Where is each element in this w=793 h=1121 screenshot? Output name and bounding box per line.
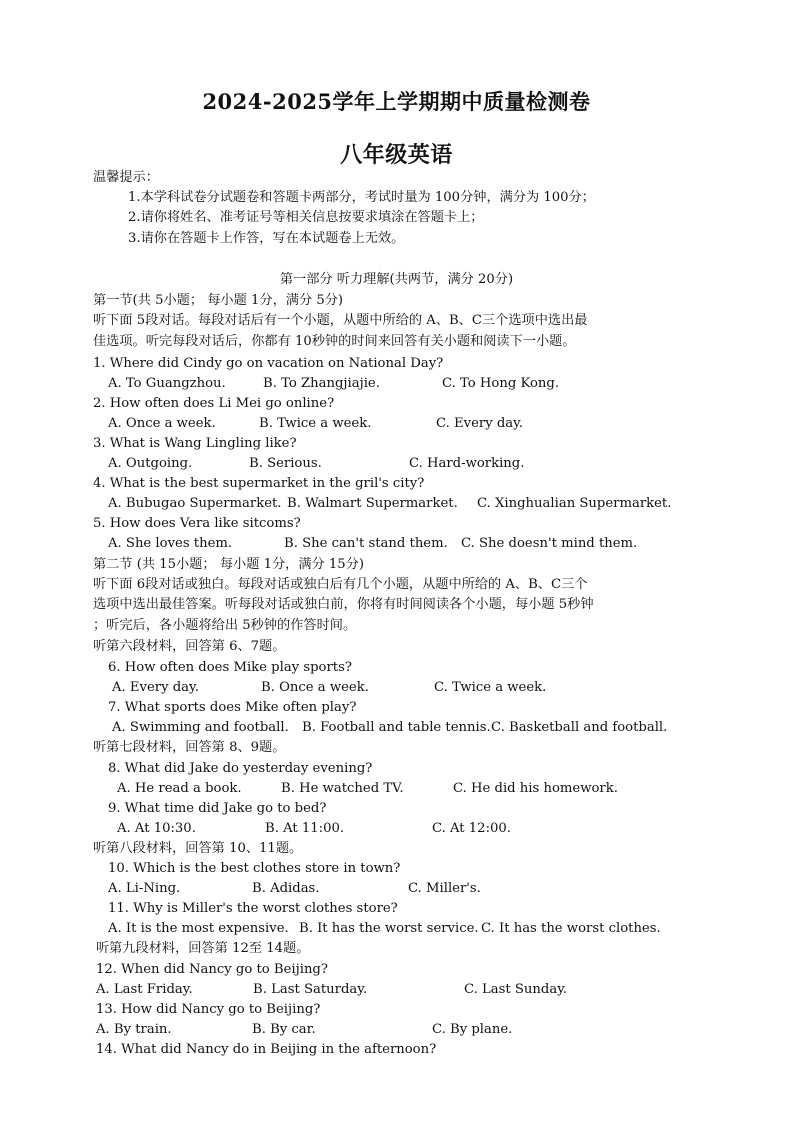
question-text: 1. Where did Cindy go on vacation on National Day? <box>93 356 444 371</box>
option-a: A. To Guangzhou. <box>108 376 226 391</box>
question-text: 7. What sports does Mike often play? <box>108 700 357 715</box>
option-b: B. She can't stand them. <box>284 536 448 551</box>
material-heading: 听第七段材料，回答第 8、9题。 <box>93 740 286 755</box>
question-text: 6. How often does Mike play sports? <box>108 660 352 675</box>
question-text: 4. What is the best supermarket in the gril's city? <box>93 476 425 491</box>
tip-3: 3.请你在答题卡上作答，写在本试题卷上无效。 <box>128 231 405 246</box>
material-heading: 听第六段材料，回答第 6、7题。 <box>93 639 286 654</box>
option-a: A. Li-Ning. <box>108 881 181 896</box>
page-subtitle: 八年级英语 <box>340 142 453 168</box>
question-text: 13. How did Nancy go to Beijing? <box>96 1002 321 1017</box>
option-a: A. Every day. <box>112 680 199 695</box>
option-a: A. At 10:30. <box>117 821 196 836</box>
option-a: A. By train. <box>96 1022 172 1037</box>
option-c: C. By plane. <box>432 1022 513 1037</box>
option-b: B. To Zhangjiajie. <box>263 376 380 391</box>
option-b: B. Adidas. <box>252 881 320 896</box>
option-b: B. He watched TV. <box>281 781 404 796</box>
material-heading: 听第八段材料，回答第 10、11题。 <box>93 841 303 856</box>
option-c: C. Xinghualian Supermarket. <box>477 496 672 511</box>
option-a: A. Bubugao Supermarket. <box>108 496 282 511</box>
option-c: C. Last Sunday. <box>464 982 568 997</box>
option-a: A. Outgoing. <box>108 456 193 471</box>
question-text: 9. What time did Jake go to bed? <box>108 801 327 816</box>
section-2-heading: 第二节 (共 15小题； 每小题 1分，满分 15分) <box>93 557 365 572</box>
option-b: B. Twice a week. <box>259 416 372 431</box>
option-a: A. He read a book. <box>117 781 242 796</box>
option-c: C. Hard-working. <box>409 456 525 471</box>
question-text: 11. Why is Miller's the worst clothes store? <box>108 901 398 916</box>
section-2-instruction: ；听完后，各小题将给出 5秒钟的作答时间。 <box>93 618 357 633</box>
option-b: B. Last Saturday. <box>253 982 368 997</box>
section-2-instruction: 听下面 6段对话或独白。每段对话或独白后有几个小题，从题中所给的 A、B、C三个 <box>93 577 588 592</box>
tips-heading: 温馨提示： <box>93 170 159 185</box>
option-b: B. Walmart Supermarket. <box>287 496 458 511</box>
page-title: 2024-2025学年上学期期中质量检测卷 <box>202 89 591 114</box>
option-c: C. He did his homework. <box>453 781 618 796</box>
option-c: C. It has the worst clothes. <box>481 921 661 936</box>
part-heading: 第一部分 听力理解(共两节，满分 20分) <box>279 272 514 287</box>
option-b: B. Once a week. <box>261 680 369 695</box>
option-b: B. At 11:00. <box>265 821 345 836</box>
option-b: B. Serious. <box>249 456 322 471</box>
option-c: C. Miller's. <box>408 881 481 896</box>
question-text: 10. Which is the best clothes store in town? <box>108 861 401 876</box>
option-c: C. To Hong Kong. <box>442 376 560 391</box>
option-c: C. Basketball and football. <box>491 720 668 735</box>
option-b: B. By car. <box>252 1022 316 1037</box>
option-a: A. It is the most expensive. <box>108 921 289 936</box>
option-c: C. At 12:00. <box>432 821 511 836</box>
option-c: C. Twice a week. <box>434 680 547 695</box>
option-a: A. Swimming and football. <box>112 720 289 735</box>
option-b: B. It has the worst service. <box>299 921 479 936</box>
section-1-instruction: 听下面 5段对话。每段对话后有一个小题，从题中所给的 A、B、C三个选项中选出最 <box>93 313 588 328</box>
question-text: 14. What did Nancy do in Beijing in the afternoon? <box>96 1042 437 1057</box>
option-b: B. Football and table tennis. <box>302 720 491 735</box>
section-1-instruction: 佳选项。听完每段对话后，你都有 10秒钟的时间来回答有关小题和阅读下一小题。 <box>93 334 576 349</box>
section-2-instruction: 选项中选出最佳答案。听每段对话或独白前，你将有时间阅读各个小题，每小题 5秒钟 <box>93 597 594 612</box>
option-a: A. Last Friday. <box>96 982 193 997</box>
question-text: 3. What is Wang Lingling like? <box>93 436 297 451</box>
tip-2: 2.请你将姓名、准考证号等相关信息按要求填涂在答题卡上； <box>128 210 484 225</box>
option-c: C. She doesn't mind them. <box>461 536 638 551</box>
option-a: A. She loves them. <box>108 536 233 551</box>
tip-1: 1.本学科试卷分试题卷和答题卡两部分，考试时量为 100分钟，满分为 100分； <box>128 190 595 205</box>
question-text: 2. How often does Li Mei go online? <box>93 396 335 411</box>
question-text: 5. How does Vera like sitcoms? <box>93 516 301 531</box>
material-heading: 听第九段材料，回答第 12至 14题。 <box>96 941 310 956</box>
section-1-heading: 第一节(共 5小题； 每小题 1分，满分 5分) <box>93 293 344 308</box>
option-a: A. Once a week. <box>108 416 216 431</box>
question-text: 8. What did Jake do yesterday evening? <box>108 761 373 776</box>
option-c: C. Every day. <box>436 416 524 431</box>
question-text: 12. When did Nancy go to Beijing? <box>96 962 328 977</box>
